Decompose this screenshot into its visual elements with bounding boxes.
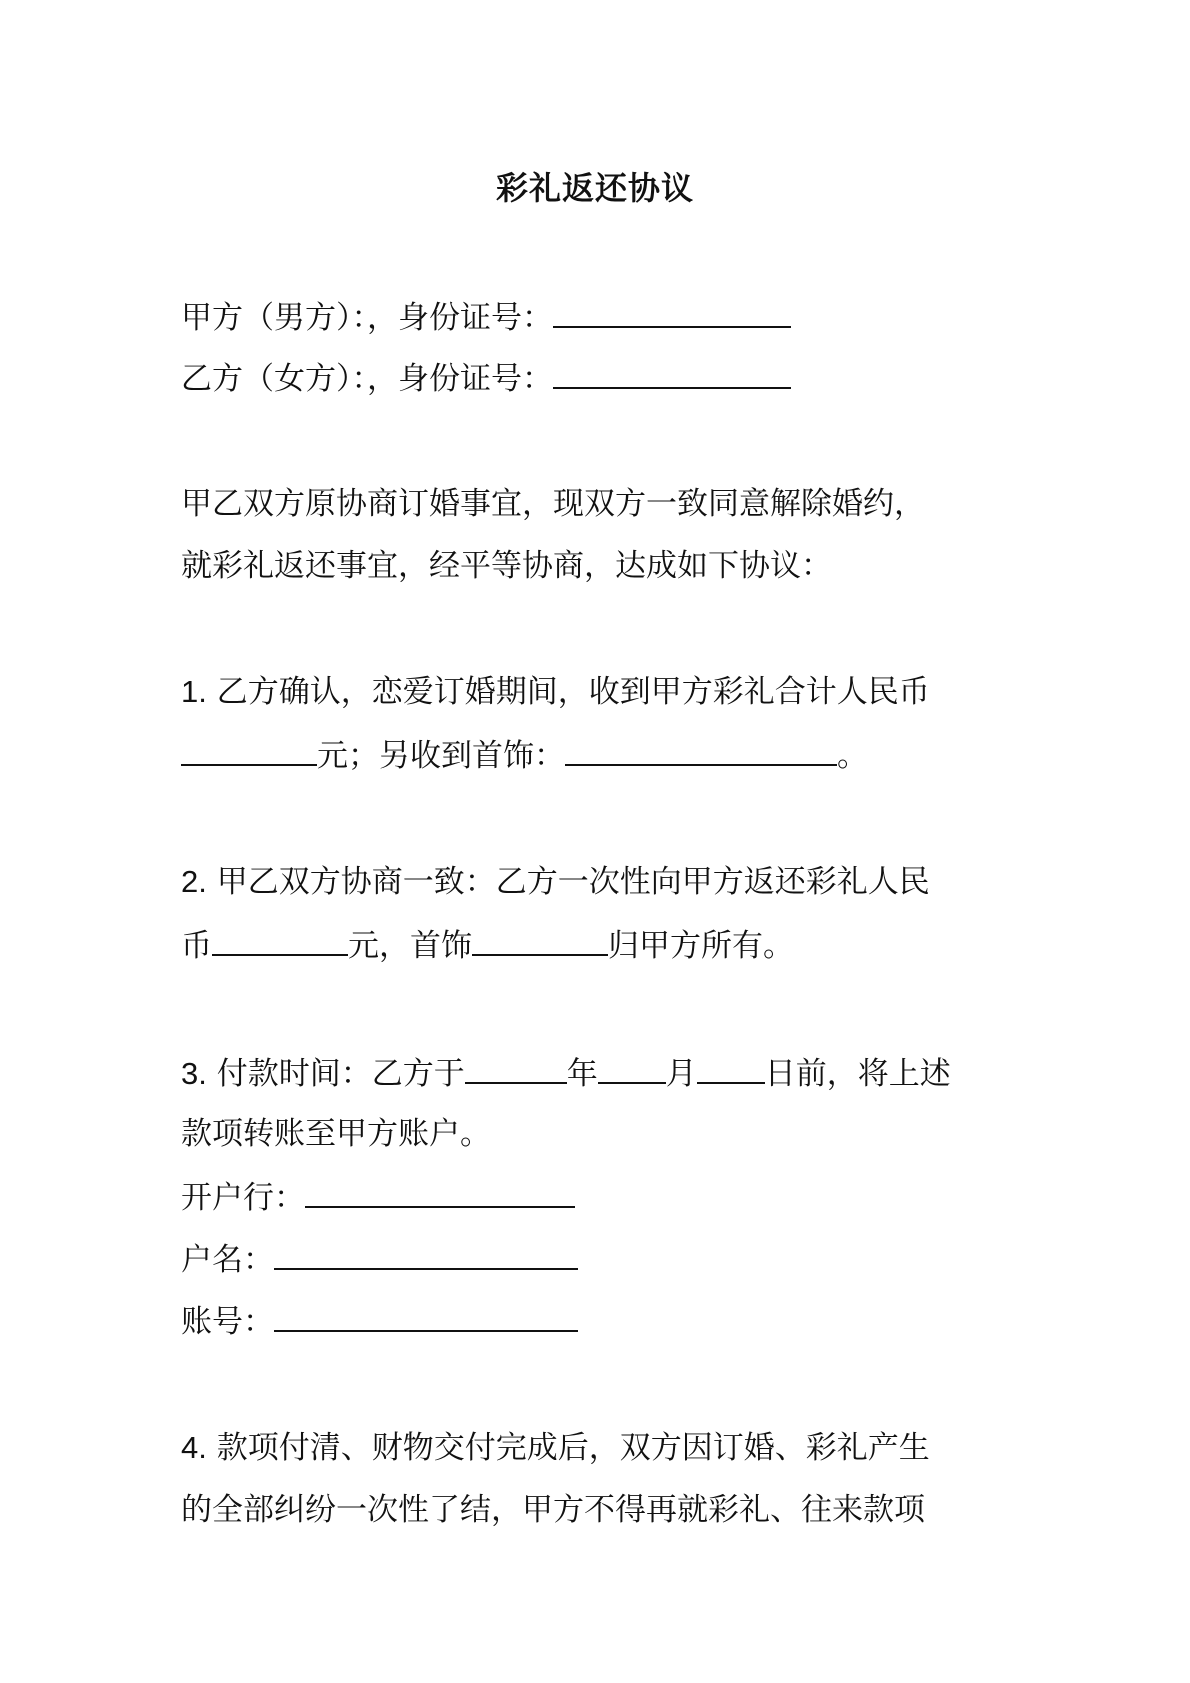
clause-3-prefix: 付款时间：乙方于 xyxy=(216,1056,465,1092)
clause-3-number: 3. xyxy=(181,1056,207,1091)
clause-1-end: 。 xyxy=(837,738,868,774)
party-b-line xyxy=(181,357,791,399)
clause-2-unit-text: 元，首饰 xyxy=(348,928,472,964)
account-number-line xyxy=(181,1300,578,1342)
clause-2-prefix: 币 xyxy=(181,928,212,964)
clause-3-line-1 xyxy=(181,1052,951,1094)
clause-3-line-2: 款项转账至甲方账户。 xyxy=(181,1116,491,1152)
clause-2-number: 2. xyxy=(181,864,207,899)
clause-4-number: 4. xyxy=(181,1430,207,1465)
clause-1-text: 乙方确认，恋爱订婚期间，收到甲方彩礼合计人民币 xyxy=(216,674,930,710)
account-name-label: 户名： xyxy=(181,1242,274,1278)
bank-label: 开户行： xyxy=(181,1180,305,1216)
clause-4-line-1 xyxy=(181,1428,930,1468)
year-label: 年 xyxy=(566,1056,598,1092)
jewelry-received-blank[interactable] xyxy=(565,734,837,766)
preamble-line-1: 甲乙双方原协商订婚事宜，现双方一致同意解除婚约， xyxy=(181,486,925,522)
refund-amount-blank[interactable] xyxy=(212,924,348,956)
jewelry-returned-blank[interactable] xyxy=(472,924,608,956)
bank-line xyxy=(181,1176,575,1218)
bride-price-amount-blank[interactable] xyxy=(181,734,317,766)
party-b-label: 乙方（女方）：，身份证号： xyxy=(181,361,553,397)
bank-blank[interactable] xyxy=(305,1176,575,1208)
party-a-label: 甲方（男方）：，身份证号： xyxy=(181,300,553,336)
payment-day-blank[interactable] xyxy=(697,1052,765,1084)
clause-2-line-2 xyxy=(181,924,794,966)
clause-1-unit-text: 元；另收到首饰： xyxy=(317,738,565,774)
party-a-line xyxy=(181,296,791,338)
clause-1-line-1 xyxy=(181,672,930,712)
account-name-blank[interactable] xyxy=(274,1238,578,1270)
account-number-blank[interactable] xyxy=(274,1300,578,1332)
payment-year-blank[interactable] xyxy=(465,1052,567,1084)
clause-1-line-2 xyxy=(181,734,868,776)
clause-2-end: 归甲方所有。 xyxy=(608,928,794,964)
clause-1-number: 1. xyxy=(181,674,207,709)
payment-month-blank[interactable] xyxy=(598,1052,666,1084)
clause-2-text: 甲乙双方协商一致：乙方一次性向甲方返还彩礼人民 xyxy=(216,864,930,900)
preamble-line-2: 就彩礼返还事宜，经平等协商，达成如下协议： xyxy=(181,548,832,584)
party-b-id-blank[interactable] xyxy=(553,357,791,389)
account-number-label: 账号： xyxy=(181,1304,274,1340)
clause-2-line-1 xyxy=(181,862,930,902)
clause-4-line-2: 的全部纠纷一次性了结，甲方不得再就彩礼、往来款项 xyxy=(181,1492,925,1528)
clause-4-text: 款项付清、财物交付完成后，双方因订婚、彩礼产生 xyxy=(216,1430,930,1466)
document-title: 彩礼返还协议 xyxy=(495,169,694,207)
party-a-id-blank[interactable] xyxy=(553,296,791,328)
month-label: 月 xyxy=(665,1056,697,1092)
account-name-line xyxy=(181,1238,578,1280)
day-label: 日前，将上述 xyxy=(764,1056,951,1092)
